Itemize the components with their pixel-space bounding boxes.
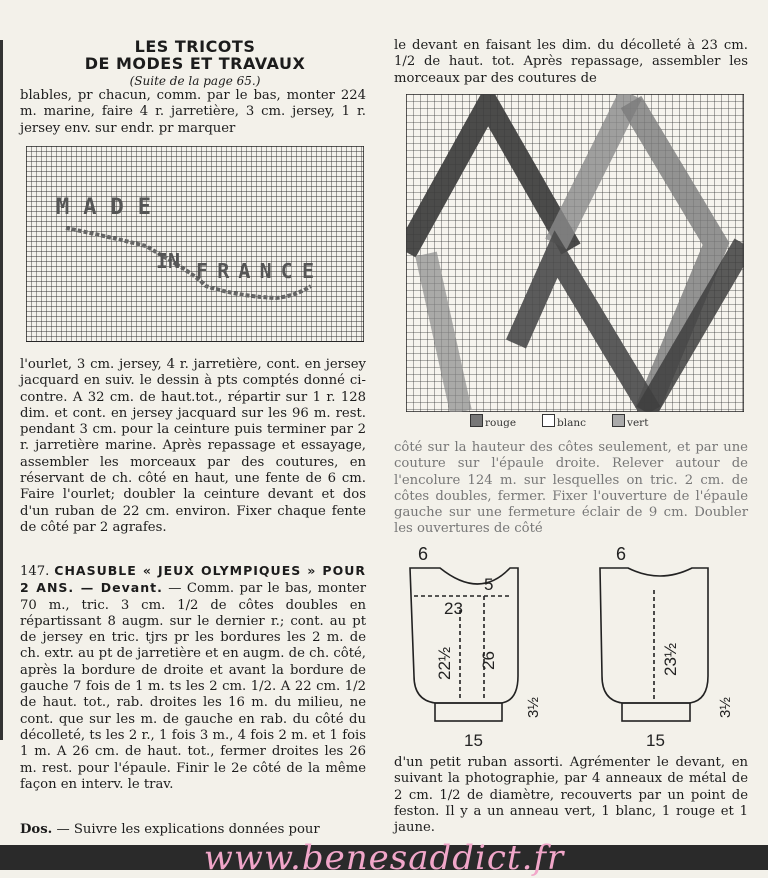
back-rib-label: 3½ [717,697,734,718]
paragraph-finishing: d'un petit ruban assorti. Agrémenter le devant, en suivant la photographie, par 4 anneaux de métal de 2 cm. 1/2 de diamètre, recouverts par un point de feston. Il y a un anneau vert, 1 blanc, 1 rouge et 1 jaune. [394,755,748,836]
chart-word-france: FRANCE [196,259,314,283]
front-bottom-label: 15 [464,731,483,750]
paragraph-assembly: côté sur la hauteur des côtes seulement, et par une couture sur l'épaule droite. Relever autour de l'encolure 124 m. sur lesquelles on tric. 2 cm. de côtes doubles, fermer. Fixer l'ouverture de l'épaule gauche sur une fermeture éclair de 9 cm. Doubler les ouvertures de côté [394,440,748,537]
section-heading: CHASUBLE « JEUX OLYMPIQUES » POUR 2 ANS. — Devant. [20,563,366,596]
watermark: www.benesaddict.fr [203,838,565,878]
front-side-height-label: 22½ [435,646,454,680]
continuation-note: (Suite de la page 65.) [129,74,261,88]
section-147: 147. CHASUBLE « JEUX OLYMPIQUES » POUR 2 ANS. — Devant. — Comm. par le bas, monter 70 m., tric. 3 cm. 1/2 de côtes doubles en répartissant 8 augm. sur le dernier r.; cont. au pt de jersey en tric. tjrs pr les bordures les 2 m. de ch. extr. au pt de jarretière et en augm. de ch. côté, après la bordure de droite et avant la bordure de gauche 7 fois de 1 m. ts les 2 cm. 1/2. A 22 cm. 1/2 de haut. tot., rab. droites les 16 m. du milieu, ne cont. que sur les m. de gauche en rab. du côté du décolleté, ts les 2 r., 1 fois 3 m., 4 fois 2 m. et 1 fois 1 m. A 26 cm. de haut. tot., fermer droites les 26 m. rest. pour l'épaule. Finir le 2e côté de la même façon en interv. le trav. [20,563,366,792]
dos-paragraph: Dos. — Suivre les explications données pour [20,822,320,837]
chart-legend [470,414,648,429]
chart-word-in: IN [156,249,181,273]
paragraph-continued: le devant en faisant les dim. du décolleté à 23 cm. 1/2 de haut. tot. Après repassage, assembler les morceaux par des coutures de [394,38,748,86]
paragraph-intro: blables, pr chacun, comm. par le bas, monter 224 m. marine, faire 4 r. jarretière, 3 cm. jersey, 1 r. jersey env. sur endr. pr marquer [20,88,366,136]
back-shoulder-label: 6 [616,544,627,564]
front-rib-label: 3½ [525,697,542,718]
diamond-jacquard-chart [406,94,744,412]
front-center-height-label: 26 [479,651,498,670]
garment-schematic [390,540,768,755]
back-bottom-label: 15 [646,731,665,750]
legend-rouge: rouge [470,414,516,429]
chart-word-made: MADE [56,195,151,220]
legend-vert: vert [612,414,648,429]
front-width-label: 23 [444,599,463,618]
front-neck-label: 5 [484,575,494,594]
page-title: LES TRICOTS DE MODES ET TRAVAUX [84,37,306,73]
legend-blanc: blanc [542,414,586,429]
paragraph-instructions: l'ourlet, 3 cm. jersey, 4 r. jarretière, cont. en jersey jacquard en suiv. le dessin à pts comptés donné ci-contre. A 32 cm. de haut.tot., répartir sur 1 r. 128 dim. et cont. en jersey jacquard sur les 96 m. rest. pendant 3 cm. pour la ceinture puis terminer par 2 r. jarretière marine. Après repassage et essayage, assembler les morceaux par des coutures, en réservant de ch. côté en haut, une fente de 6 cm. Faire l'ourlet; doubler la ceinture devant et dos d'un ruban de 22 cm. environ. Fixer chaque fente de côté par 2 agrafes. [20,357,366,535]
made-in-france-chart [26,146,364,342]
back-height-label: 23½ [661,642,680,676]
column-rule [0,40,3,740]
front-shoulder-label: 6 [418,544,429,564]
